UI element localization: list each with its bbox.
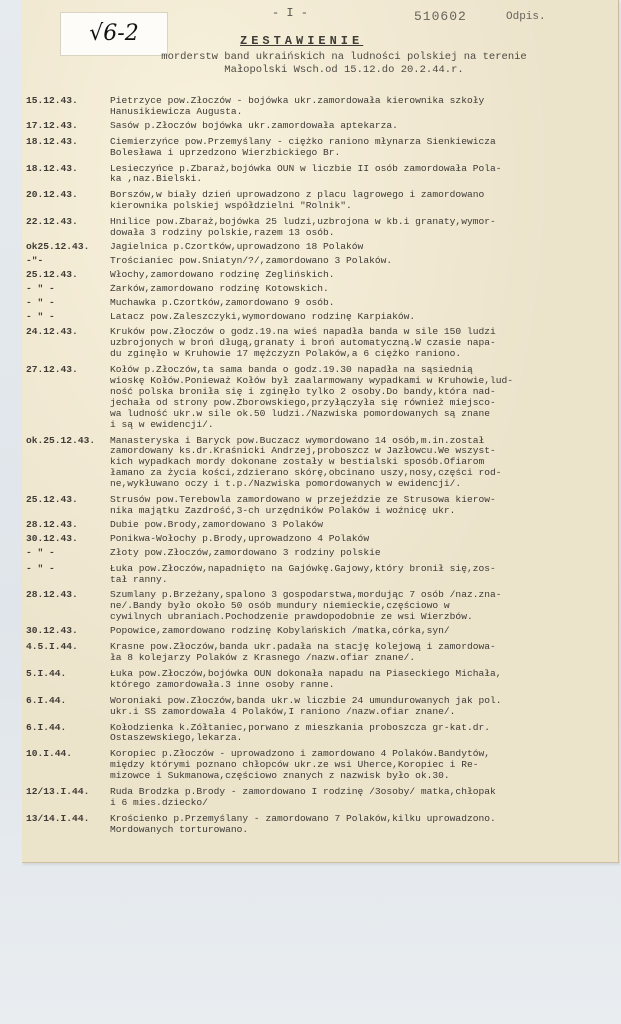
entry-line: ne,wykłuwano oczy i t.p./Nazwiska pomordowanych w ewidencji/.	[110, 479, 462, 490]
entry-line: łamano za życia kości,zdzierano skórę,obcinano uszy,nosy,części rod-	[110, 468, 502, 479]
entry-date: 30.12.43.	[26, 625, 78, 637]
entry-text	[110, 787, 618, 809]
entry-line: cywilnych ubraniach.Pochodzenie prawdopodobnie ze wsi Wierzbów.	[110, 612, 473, 623]
entry-line: Jagielnica p.Czortków,uprowadzono 18 Polaków	[110, 241, 364, 252]
entry-line: Ponikwa-Wołochy p.Brody,uprowadzono 4 Polaków	[110, 533, 370, 544]
entries-list	[22, 96, 618, 836]
entry-date: 22.12.43.	[26, 216, 78, 228]
entry-row	[22, 669, 618, 691]
entry-row	[22, 520, 618, 531]
entry-text	[110, 256, 618, 267]
entry-row	[22, 749, 618, 782]
entry-text	[110, 696, 618, 718]
entry-line: Kruków pow.Złoczów o godz.19.na wieś napadła banda w sile 150 ludzi	[110, 327, 496, 338]
entry-text	[110, 723, 618, 745]
subtitle-line-2: Małopolski Wsch.od 15.12.do 20.2.44.r.	[224, 64, 464, 76]
entry-text	[110, 327, 618, 360]
entry-line: między którymi poznano chłopców ukr.ze wsi Uherce,Koropiec i Re-	[110, 760, 479, 771]
entry-line: wioskę Kołów.Ponieważ Kołów był zaalarmowany wypadkami w Kruhowie,lud-	[110, 376, 514, 387]
entry-line: Popowice,zamordowano rodzinę Kobylańskich /matka,córka,syn/	[110, 626, 450, 637]
entry-date: 13/14.I.44.	[26, 812, 90, 824]
entry-row	[22, 495, 618, 517]
entry-line: ne/.Bandy było około 50 osób mundury niemieckie,częściowo w	[110, 601, 450, 612]
entry-line: ła 8 kolejarzy Polaków z Krasnego /nazw.ofiar znane/.	[110, 652, 416, 663]
entry-row	[22, 365, 618, 430]
entry-text	[110, 164, 618, 186]
copy-label: Odpis.	[506, 11, 546, 23]
entry-line: Ruda Brodzka p.Brody - zamordowano I rodzinę /3osoby/ matka,chłopak	[110, 787, 496, 798]
entry-text	[110, 436, 618, 491]
entry-row	[22, 298, 618, 309]
entry-line: uzbrojonych w broń długą,granaty i broń automatyczną.W czasie napa-	[110, 338, 496, 349]
entry-line: Sasów p.Złoczów bojówka ukr.zamordowała aptekarza.	[110, 120, 398, 131]
entry-line: Mordowanych torturowano.	[110, 824, 249, 835]
entry-date: 20.12.43.	[26, 189, 78, 201]
entry-row	[22, 327, 618, 360]
entry-line: Ostaszewskiego,lekarza.	[110, 733, 243, 744]
entry-date: - " -	[26, 310, 55, 322]
entry-text	[110, 814, 618, 836]
entry-row	[22, 626, 618, 637]
entry-text	[110, 284, 618, 295]
entry-text	[110, 626, 618, 637]
entry-line: Dubie pow.Brody,zamordowano 3 Polaków	[110, 519, 324, 530]
entry-row	[22, 590, 618, 623]
entry-row	[22, 642, 618, 664]
entry-date: 6.I.44.	[26, 694, 67, 706]
entry-row	[22, 242, 618, 253]
entry-row	[22, 121, 618, 132]
entry-line: Manasteryska i Baryck pow.Buczacz wymordowano 14 osób,m.in.został	[110, 435, 485, 446]
entry-row	[22, 534, 618, 545]
entry-row	[22, 190, 618, 212]
entry-line: Złoty pow.Złoczów,zamordowano 3 rodziny polskie	[110, 547, 381, 558]
entry-row	[22, 96, 618, 118]
entry-text	[110, 495, 618, 517]
entry-text	[110, 217, 618, 239]
entry-date: ok.25.12.43.	[26, 434, 96, 446]
entry-row	[22, 564, 618, 586]
entry-date: 18.12.43.	[26, 162, 78, 174]
entry-date: -"-	[26, 254, 44, 266]
entry-text	[110, 270, 618, 281]
entry-text	[110, 548, 618, 559]
entry-line: Lesieczyńce p.Zbaraż,bojówka OUN w liczbie II osób zamordowała Pola-	[110, 163, 502, 174]
entry-row	[22, 164, 618, 186]
entry-row	[22, 723, 618, 745]
entry-line: zamordowany ks.dr.Kraśnicki Andrzej,proboszcz w Jazłowcu.We wszyst-	[110, 446, 496, 457]
entry-line: Hanusikiewicza Augusta.	[110, 106, 243, 117]
entry-row	[22, 137, 618, 159]
entry-text	[110, 534, 618, 545]
entry-line: Kołodzienka k.Zółtaniec,porwano z mieszkania proboszcza gr-kat.dr.	[110, 722, 490, 733]
entry-date: 5.I.44.	[26, 667, 67, 679]
entry-text	[110, 749, 618, 782]
entry-date: - " -	[26, 546, 55, 558]
entry-line: Szumlany p.Brzeżany,spalono 3 gospodarstwa,mordując 7 osób /naz.zna-	[110, 590, 502, 601]
entry-date: 25.12.43.	[26, 268, 78, 280]
entry-line: Trościaniec pow.Śniatyn/?/,zamordowano 3 Polaków.	[110, 255, 393, 266]
entry-date: 24.12.43.	[26, 326, 78, 338]
entry-line: Krasne pow.Złoczów,banda ukr.padała na stację kolejową i zamordowa-	[110, 642, 496, 653]
entry-line: Strusów pow.Terebowla zamordowano w przejeździe ze Strusowa kierow-	[110, 495, 496, 506]
entry-line: nika majątku Zazdrość,3-ch urzędników Polaków i woźnicę ukr.	[110, 506, 456, 516]
entry-text	[110, 590, 618, 623]
entry-date: 28.12.43.	[26, 589, 78, 601]
entry-date: 12/13.I.44.	[26, 786, 90, 798]
entry-line: kich wypadkach mordy dokonane zostały w bestialski sposób.Ofiarom	[110, 457, 485, 468]
entry-line: du zginęło w Kruhowie 17 mężczyzn Polaków,a 6 ciężko raniono.	[110, 349, 462, 360]
entry-row	[22, 787, 618, 809]
entry-date: - " -	[26, 562, 55, 574]
entry-date: - " -	[26, 282, 55, 294]
entry-line: Hnilice pow.Zbaraż,bojówka 25 ludzi,uzbrojona w kb.i granaty,wymor-	[110, 217, 496, 228]
entry-line: i są w ewidencji/.	[110, 419, 214, 430]
entry-text	[110, 312, 618, 323]
entry-text	[110, 520, 618, 531]
entry-text	[110, 190, 618, 212]
entry-line: wa ludność ukr.w sile ok.50 ludzi./Nazwiska pomordowanych są znane	[110, 408, 490, 419]
entry-line: Włochy,zamordowano rodzinę Zeglińskich.	[110, 269, 335, 280]
entry-line: jechała od strony pow.Zborowskiego,przyłączyła się również miejsco-	[110, 397, 496, 408]
document-title: ZESTAWIENIE	[240, 34, 364, 48]
entry-date: 15.12.43.	[26, 95, 78, 106]
entry-line: ukr.i SS zamordowała 4 Polaków,I raniono /nazw.ofiar znane/.	[110, 706, 456, 717]
entry-date: 6.I.44.	[26, 721, 67, 733]
entry-text	[110, 298, 618, 309]
entry-date: 25.12.43.	[26, 494, 78, 506]
entry-row	[22, 436, 618, 491]
entry-line: Latacz pow.Zaleszczyki,wymordowano rodzinę Karpiaków.	[110, 311, 416, 322]
entry-date: 4.5.I.44.	[26, 641, 78, 653]
entry-date: 18.12.43.	[26, 135, 78, 147]
entry-line: i 6 mies.dziecko/	[110, 797, 208, 808]
entry-date: 28.12.43.	[26, 518, 78, 530]
entry-text	[110, 365, 618, 430]
entry-date: 17.12.43.	[26, 119, 78, 131]
entry-row	[22, 814, 618, 836]
entry-row	[22, 696, 618, 718]
entry-text	[110, 564, 618, 586]
entry-row	[22, 312, 618, 323]
entry-line: którego zamordowała.3 inne osoby ranne.	[110, 679, 335, 690]
entry-date: 10.I.44.	[26, 748, 73, 760]
entry-line: Borszów,w biały dzień uprowadzono z placu lagrowego i zamordowano	[110, 190, 485, 201]
entry-date: 30.12.43.	[26, 532, 78, 544]
entry-date: - " -	[26, 296, 55, 308]
entry-text	[110, 137, 618, 159]
entry-line: Bolesława i uprzedzono Wierzbickiego Br.	[110, 147, 341, 158]
entry-row	[22, 256, 618, 267]
entry-text	[110, 642, 618, 664]
entry-line: kierownika polskiej współdzielni "Rolnik".	[110, 201, 352, 212]
entry-row	[22, 217, 618, 239]
entry-line: Koropiec p.Złoczów - uprowadzono i zamordowano 4 Polaków.Bandytów,	[110, 749, 490, 760]
entry-line: dowała 3 rodziny polskie,razem 13 osób.	[110, 228, 335, 239]
entry-text	[110, 242, 618, 253]
archive-number: 510602	[414, 9, 467, 24]
entry-date: 27.12.43.	[26, 364, 78, 376]
entry-line: mizowce i Sukmanowa,częściowo znanych z nazwisk było ok.30.	[110, 771, 450, 782]
entry-date: ok25.12.43.	[26, 240, 90, 252]
entry-line: ność polska broniła się i zginęło tylko 2 osoby.Do bandy,która nad-	[110, 386, 496, 397]
entry-text	[110, 121, 618, 132]
entry-row	[22, 284, 618, 295]
entry-text	[110, 96, 618, 118]
entry-line: Kołów p.Złoczów,ta sama banda o godz.19.30 napadła na sąsiednią	[110, 365, 473, 376]
entry-row	[22, 548, 618, 559]
entry-line: Pietrzyce pow.Złoczów - bojówka ukr.zamordowała kierownika szkoły	[110, 96, 485, 106]
entry-text	[110, 669, 618, 691]
document-page	[22, 0, 619, 863]
handwritten-label: √6-2	[60, 12, 168, 56]
entry-row	[22, 270, 618, 281]
entry-line: Muchawka p.Czortków,zamordowano 9 osób.	[110, 297, 335, 308]
subtitle-line-1: morderstw band ukraińskich na ludności polskiej na terenie	[161, 51, 527, 63]
entry-line: Krościenko p.Przemyślany - zamordowano 7 Polaków,kilku uprowadzono.	[110, 813, 496, 824]
entry-line: Woroniaki pow.Złoczów,banda ukr.w liczbie 24 umundurowanych jak pol.	[110, 695, 502, 706]
entry-line: Ciemierzyńce pow.Przemyślany - ciężko raniono młynarza Sienkiewicza	[110, 136, 496, 147]
entry-line: Łuka pow.Złoczów,napadnięto na Gajówkę.Gajowy,który bronił się,zos-	[110, 563, 496, 574]
entry-line: tał ranny.	[110, 574, 168, 585]
entry-line: ka ,naz.Bielski.	[110, 174, 203, 185]
entry-line: Łuka pow.Złoczów,bojówka OUN dokonała napadu na Piaseckiego Michała,	[110, 668, 502, 679]
page-number: - I -	[272, 6, 309, 20]
entry-line: Żarków,zamordowano rodzinę Kotowskich.	[110, 283, 329, 294]
